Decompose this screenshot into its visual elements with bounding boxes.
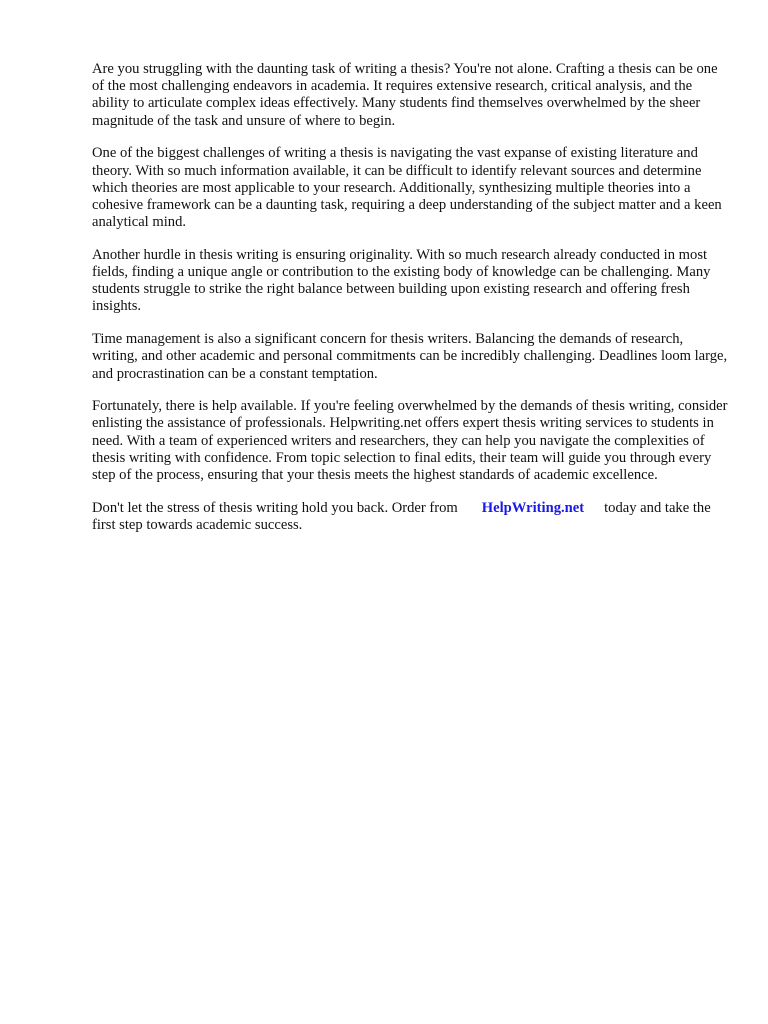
- paragraph-2: One of the biggest challenges of writing a thesis is navigating the vast expanse of existing literature and theory. With so much information available, it can be difficult to identify relevant sources and determine which theories are most applicable to your research. Additionally, synthesizing multiple theories into a cohesive framework can be a daunting task, requiring a deep understanding of the subject matter and a keen analytical mind.: [92, 145, 722, 231]
- closing-text-after-link: today and take the first step towards academic success.: [92, 499, 711, 533]
- closing-paragraph: [92, 500, 732, 534]
- helpwriting-link[interactable]: HelpWriting.net: [481, 499, 585, 516]
- document-body: [92, 61, 732, 550]
- paragraph-4: Time management is also a significant concern for thesis writers. Balancing the demands of research, writing, and other academic and personal commitments can be incredibly challenging. Deadlines loom large, and procrastination can be a constant temptation.: [92, 331, 728, 382]
- paragraph-1: Are you struggling with the daunting task of writing a thesis? You're not alone. Crafting a thesis can be one of the most challenging endeavors in academia. It requires extensive research, critical analysis, and the ability to articulate complex ideas effectively. Many students find themselves overwhelmed by the sheer magnitude of the task and unsure of where to begin.: [92, 61, 718, 129]
- paragraph-3: Another hurdle in thesis writing is ensuring originality. With so much research already conducted in most fields, finding a unique angle or contribution to the existing body of knowledge can be challenging. Many students struggle to strike the right balance between building upon existing research and offering fresh insights.: [92, 246, 711, 315]
- closing-text-before-link: Don't let the stress of thesis writing hold you back. Order from: [92, 499, 458, 516]
- paragraph-5: Fortunately, there is help available. If you're feeling overwhelmed by the demands of thesis writing, consider enlisting the assistance of professionals. Helpwriting.net offers expert thesis writing services to students in need. With a team of experienced writers and researchers, they can help you navigate the complexities of thesis writing with confidence. From topic selection to final edits, their team will guide you through every step of the process, ensuring that your thesis meets the highest standards of academic excellence.: [92, 398, 728, 484]
